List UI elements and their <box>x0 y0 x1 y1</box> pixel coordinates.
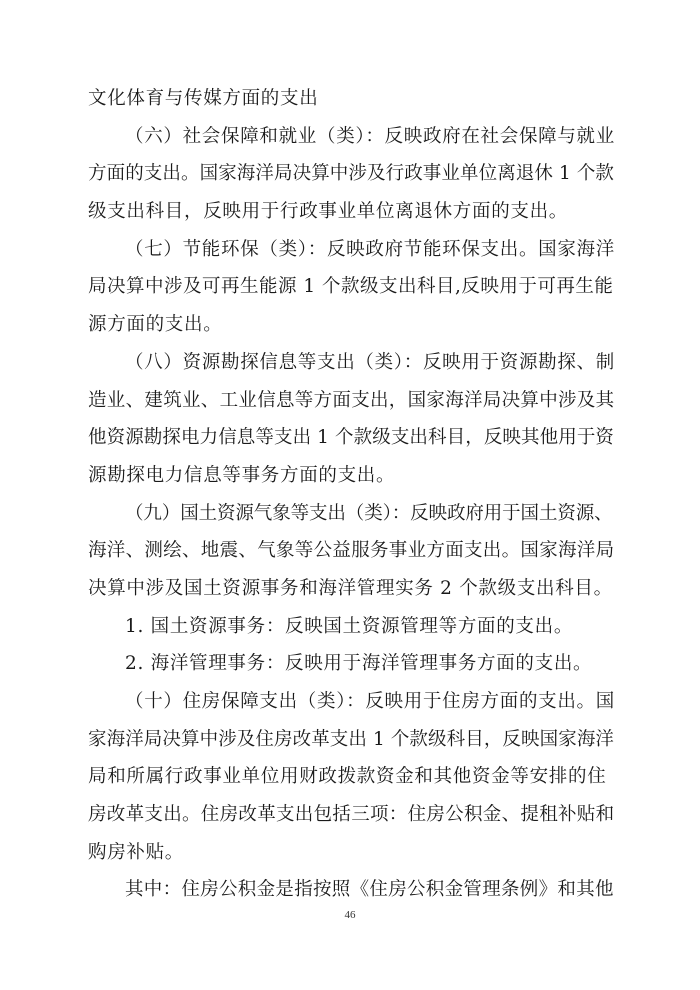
text-line: 文化体育与传媒方面的支出 <box>88 88 319 109</box>
text-line: 1. 国土资源事务：反映国土资源管理等方面的支出。 <box>125 615 574 637</box>
body-text <box>88 80 616 909</box>
text-line: 其中：住房公积金是指按照《住房公积金管理条例》和其他 <box>125 879 614 901</box>
text-line: 级支出科目，反映用于行政事业单位离退休方面的支出。 <box>88 201 569 223</box>
text-line: 购房补贴。 <box>88 841 185 863</box>
text-line: 源方面的支出。 <box>88 314 223 336</box>
text-line: 房改革支出。住房改革支出包括三项：住房公积金、提租补贴和 <box>88 804 615 826</box>
text-line: 海洋、测绘、地震、气象等公益服务事业方面支出。国家海洋局 <box>88 540 615 562</box>
text-line: 方面的支出。国家海洋局决算中涉及行政事业单位离退休 1 个款 <box>88 163 615 185</box>
text-line: 局和所属行政事业单位用财政拨款资金和其他资金等安排的住 <box>88 766 607 788</box>
text-line: 造业、建筑业、工业信息等方面支出，国家海洋局决算中涉及其 <box>88 389 615 411</box>
text-line: （九）国土资源气象等支出（类）：反映政府用于国土资源、 <box>125 502 613 524</box>
text-line: 源勘探电力信息等事务方面的支出。 <box>88 464 396 486</box>
page-number: 46 <box>344 909 356 921</box>
text-line: 局决算中涉及可再生能源 1 个款级支出科目,反映用于可再生能 <box>88 276 614 298</box>
text-line: 决算中涉及国土资源事务和海洋管理实务 2 个款级支出科目。 <box>88 577 613 599</box>
text-line: （七）节能环保（类）：反映政府节能环保支出。国家海洋 <box>125 238 615 260</box>
text-line: （十）住房保障支出（类）：反映用于住房方面的支出。国 <box>125 691 615 712</box>
text-line: 家海洋局决算中涉及住房改革支出 1 个款级科目，反映国家海洋 <box>88 728 615 750</box>
text-line: （八）资源勘探信息等支出（类）：反映用于资源勘探、制 <box>125 351 615 373</box>
text-line: 2. 海洋管理事务：反映用于海洋管理事务方面的支出。 <box>125 653 593 675</box>
text-line: （六）社会保障和就业（类）：反映政府在社会保障与就业 <box>125 125 615 147</box>
text-line: 他资源勘探电力信息等支出 1 个款级支出科目，反映其他用于资 <box>88 427 615 449</box>
